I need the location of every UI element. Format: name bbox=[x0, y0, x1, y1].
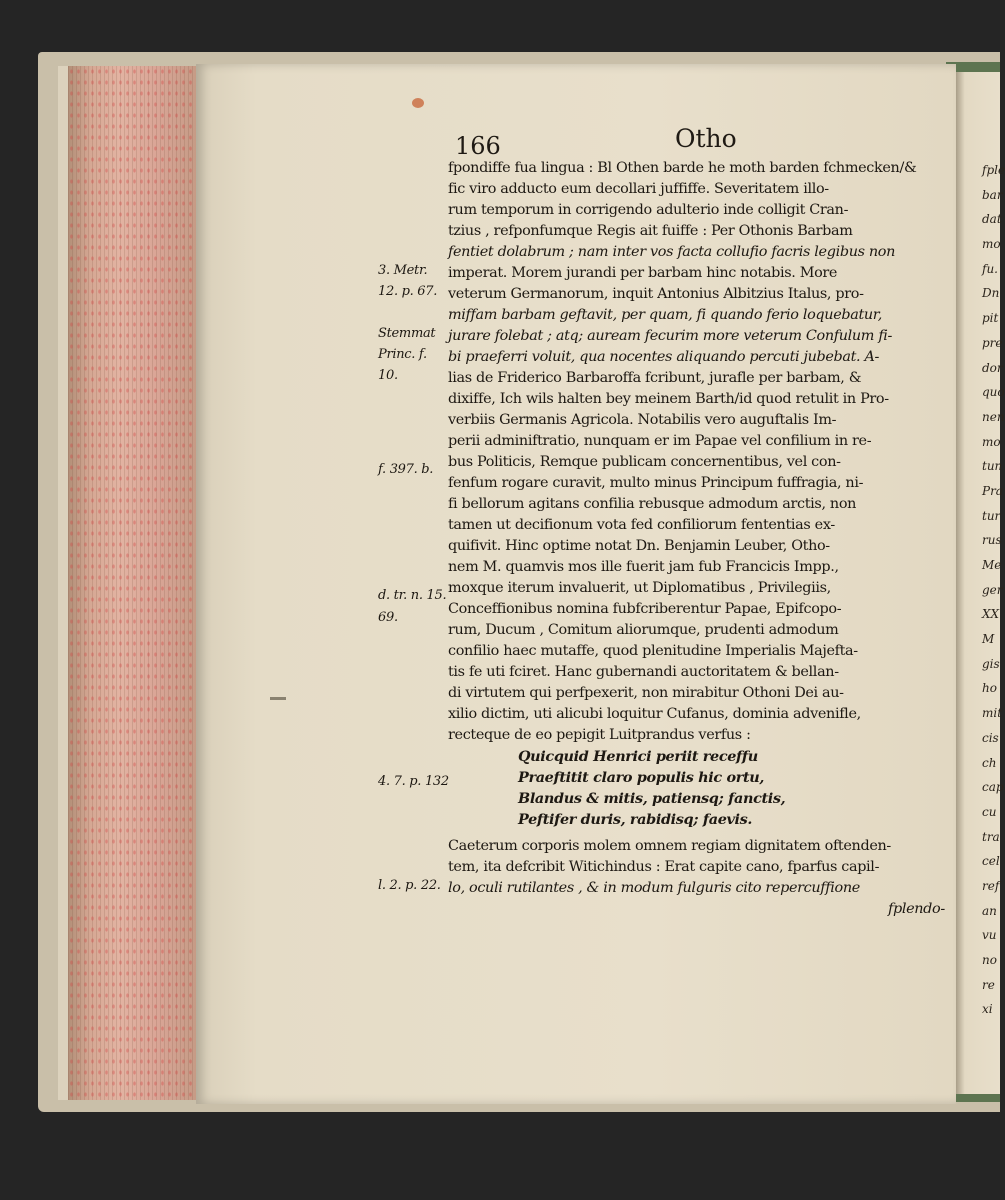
facing-fragment: fple bbox=[982, 163, 1005, 177]
text-line: imperat. Morem jurandi per barbam hinc notabis. More bbox=[448, 265, 838, 281]
text-line: tis fe uti fciret. Hanc gubernandi auctoritatem & bellan- bbox=[448, 664, 839, 680]
text-line: nem M. quamvis mos ille fuerit jam fub Francicis Impp., bbox=[448, 559, 839, 575]
facing-fragment: mo bbox=[982, 434, 1001, 449]
paper-mark bbox=[270, 697, 286, 700]
facing-fragment: Pra bbox=[982, 483, 1003, 498]
text-line: rum temporum in corrigendo adulterio inde colligit Cran- bbox=[448, 202, 849, 218]
facing-fragment: tun bbox=[982, 459, 1003, 474]
text-line: di virtutem qui perfpexerit, non mirabitur Othoni Dei au- bbox=[448, 685, 844, 701]
facing-fragment: nen bbox=[982, 409, 1005, 424]
margin-note: Princ. f. bbox=[378, 347, 427, 362]
facing-fragment: dor bbox=[982, 360, 1003, 375]
facing-fragment: ch bbox=[982, 755, 997, 770]
text-line: moxque iterum invaluerit, ut Diplomatibus , Privilegiis, bbox=[448, 580, 831, 596]
main-text bbox=[448, 158, 948, 920]
facing-fragment: xi bbox=[982, 1002, 993, 1017]
text-line: confilio haec mutaffe, quod plenitudine Imperialis Majefta- bbox=[448, 643, 858, 659]
facing-fragment: bar bbox=[982, 187, 1003, 202]
running-head: Otho bbox=[675, 124, 737, 153]
page-header bbox=[455, 122, 945, 158]
page-edges bbox=[58, 66, 196, 1100]
facing-fragment: no bbox=[982, 953, 997, 967]
paper-stain bbox=[412, 98, 424, 108]
text-line: veterum Germanorum, inquit Antonius Albitzius Italus, pro- bbox=[448, 286, 864, 302]
facing-fragment: cel bbox=[982, 854, 1000, 869]
text-line: dixiffe, Ich wils halten bey meinem Barth/id quod retulit in Pro- bbox=[448, 391, 889, 407]
facing-fragment: rus bbox=[982, 533, 1002, 548]
facing-fragment: re bbox=[982, 977, 995, 992]
margin-note: d. tr. n. 15. bbox=[378, 588, 447, 603]
text-line: verbiis Germanis Agricola. Notabilis vero auguftalis Im- bbox=[448, 412, 837, 428]
margin-note: Stemmat bbox=[378, 326, 436, 341]
text-line: tamen ut decifionum vota fed confiliorum fententias ex- bbox=[448, 517, 835, 533]
catchword: fplendo- bbox=[888, 901, 945, 917]
text-line: Conceffionibus nomina fubfcriberentur Papae, Epifcopo- bbox=[448, 601, 842, 617]
facing-fragment: ref bbox=[982, 878, 1000, 893]
facing-fragment: vu bbox=[982, 928, 997, 943]
facing-fragment: dat bbox=[982, 212, 1002, 227]
facing-fragment: Me bbox=[982, 558, 1002, 572]
text-line: tem, ita defcribit Witichindus : Erat capite cano, fparfus capil- bbox=[448, 859, 880, 875]
verse-line: Blandus & mitis, patiensq; fanctis, bbox=[518, 790, 786, 807]
margin-note: 12. p. 67. bbox=[378, 284, 438, 299]
facing-fragment: Dn bbox=[982, 286, 1000, 301]
verse-block bbox=[448, 746, 948, 830]
text-line: fentiet dolabrum ; nam inter vos facta collufio facris legibus non bbox=[448, 244, 896, 260]
verse-line: Praeftitit claro populis hic ortu, bbox=[518, 769, 765, 786]
text-line: lo, oculi rutilantes , & in modum fulguris cito repercuffione bbox=[448, 880, 860, 896]
facing-fragment: ger bbox=[982, 582, 1003, 597]
facing-fragment: cu bbox=[982, 804, 997, 819]
facing-fragment: tra bbox=[982, 829, 1000, 844]
facing-fragment: cis bbox=[982, 730, 999, 745]
facing-fragment: quo bbox=[982, 385, 1005, 400]
text-line: Caeterum corporis molem omnem regiam dignitatem oftenden- bbox=[448, 838, 891, 854]
text-line: fpondiffe fua lingua : Bl Othen barde he moth barden fchmecken/& bbox=[448, 160, 917, 176]
facing-fragment: pre bbox=[982, 335, 1003, 350]
facing-fragment: gis bbox=[982, 656, 1000, 671]
text-line: bus Politicis, Remque publicam concernentibus, vel con- bbox=[448, 454, 841, 470]
text-line: tzius , refponfumque Regis ait fuiffe : Per Othonis Barbam bbox=[448, 223, 853, 239]
text-line: fenfum rogare curavit, multo minus Principum fuffragia, ni- bbox=[448, 475, 864, 491]
page-number: 166 bbox=[455, 132, 501, 160]
text-line: rum, Ducum , Comitum aliorumque, prudenti admodum bbox=[448, 622, 839, 638]
text-line: quifivit. Hinc optime notat Dn. Benjamin Leuber, Otho- bbox=[448, 538, 830, 554]
facing-fragment: an bbox=[982, 903, 997, 918]
verse-line: Peftifer duris, rabidisq; faevis. bbox=[518, 811, 753, 828]
facing-fragment: fu. bbox=[982, 261, 998, 276]
margin-note: 10. bbox=[378, 368, 398, 383]
text-line: recteque de eo pepigit Luitprandus verfus : bbox=[448, 727, 751, 743]
facing-page-text bbox=[982, 158, 1005, 1022]
facing-fragment: pit bbox=[982, 311, 999, 326]
facing-fragment: tur bbox=[982, 508, 1001, 523]
facing-fragment: ho bbox=[982, 681, 997, 696]
margin-note: 69. bbox=[378, 610, 398, 625]
text-line: xilio dictim, uti alicubi loquitur Cufanus, dominia advenifle, bbox=[448, 706, 861, 722]
margin-note: l. 2. p. 22. bbox=[378, 878, 441, 893]
facing-fragment: mit bbox=[982, 706, 1003, 721]
closing-paragraph bbox=[448, 836, 948, 920]
facing-fragment: cap bbox=[982, 780, 1004, 795]
margin-note: f. 397. b. bbox=[378, 462, 434, 477]
verse-line: Quicquid Henrici periit receffu bbox=[518, 748, 758, 765]
facing-fragment: XX bbox=[982, 607, 1000, 622]
text-line: jurare folebat ; atq; auream fecurim more veterum Confulum fi- bbox=[448, 328, 893, 344]
facing-fragment: M bbox=[982, 632, 995, 647]
text-line: fi bellorum agitans confilia rebusque admodum arctis, non bbox=[448, 496, 857, 512]
text-line: miffam barbam geftavit, per quam, fi quando ferio loquebatur, bbox=[448, 307, 882, 323]
margin-note: 3. Metr. bbox=[378, 263, 428, 278]
text-line: perii adminiftratio, nunquam er im Papae vel confilium in re- bbox=[448, 433, 872, 449]
text-line: bi praeferri voluit, qua nocentes aliquando percuti jubebat. A- bbox=[448, 349, 880, 365]
text-line: fic viro adducto eum decollari juffiffe. Severitatem illo- bbox=[448, 181, 829, 197]
margin-note: 4. 7. p. 132 bbox=[378, 774, 449, 789]
text-line: lias de Friderico Barbaroffa fcribunt, jurafle per barbam, & bbox=[448, 370, 862, 386]
facing-fragment: mo bbox=[982, 237, 1001, 252]
